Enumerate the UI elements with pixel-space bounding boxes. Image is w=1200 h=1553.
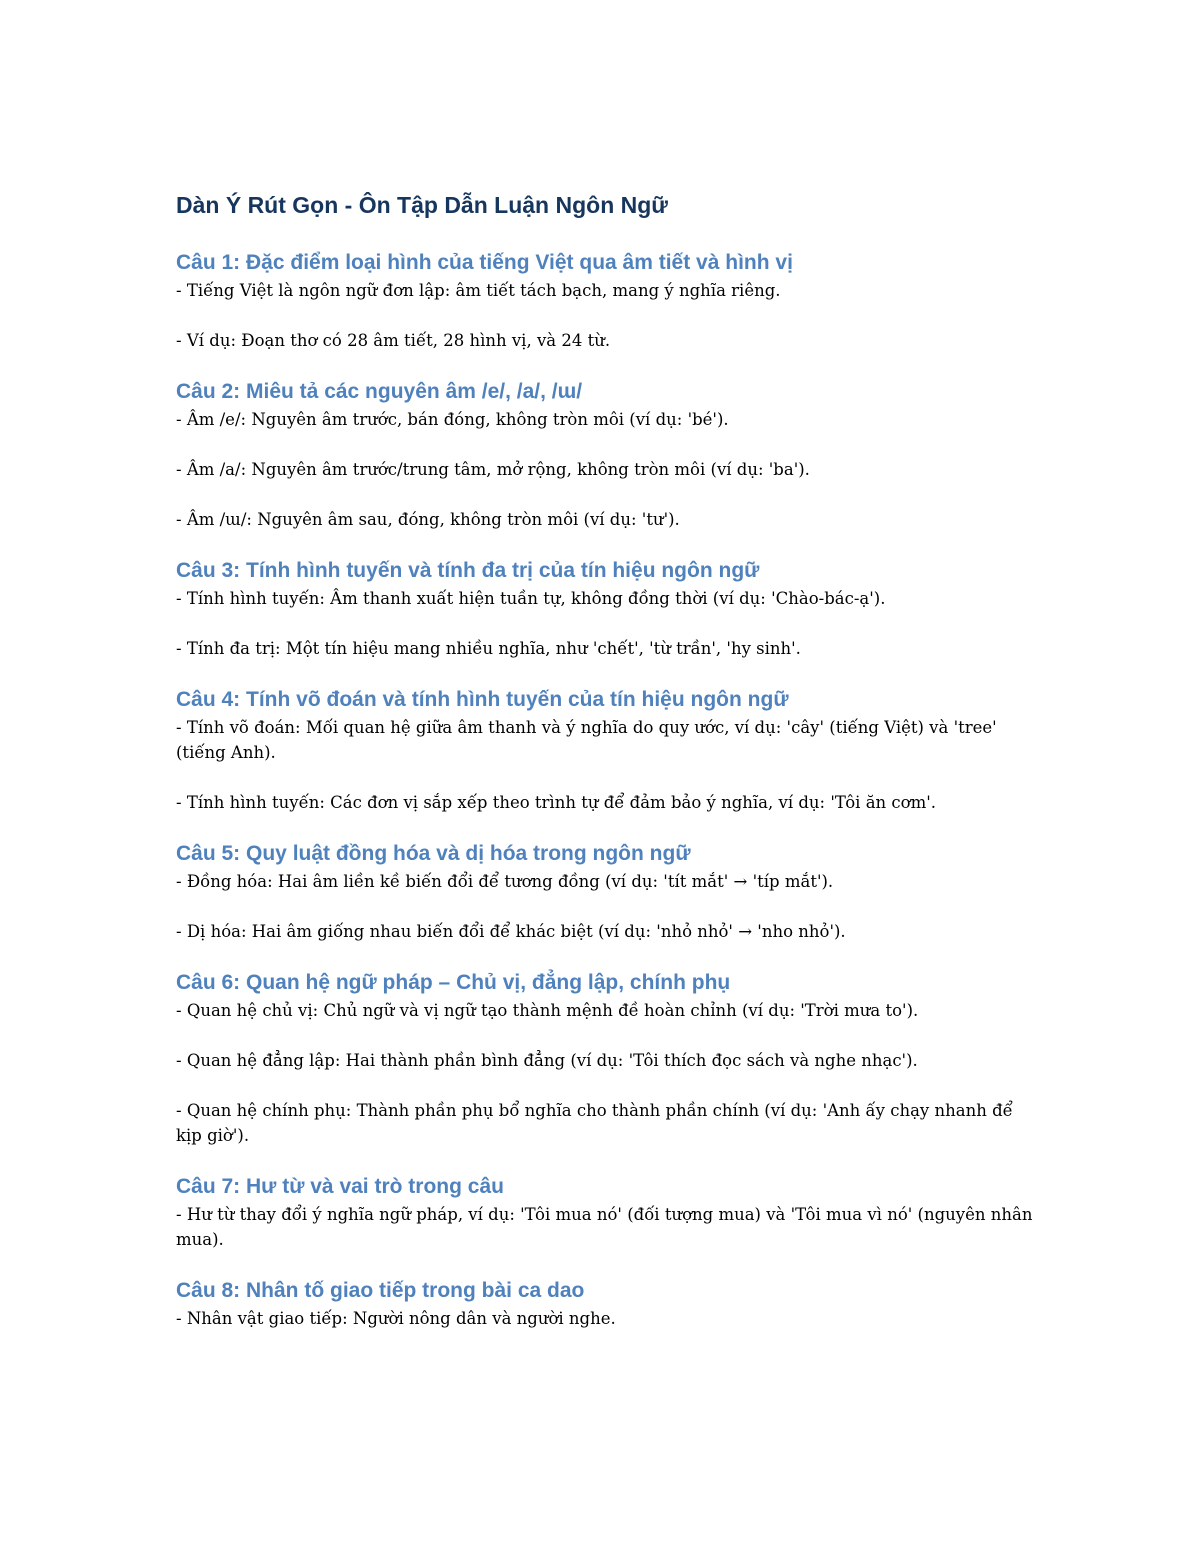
- section-line: - Tính võ đoán: Mối quan hệ giữa âm thanh và ý nghĩa do quy ước, ví dụ: 'cây' (tiếng Việt) và 'tree' (tiếng Anh).: [176, 718, 997, 762]
- section-line: - Dị hóa: Hai âm giống nhau biến đổi để khác biệt (ví dụ: 'nhỏ nhỏ' → 'nho nhỏ').: [176, 922, 846, 941]
- section-heading: Câu 4: Tính võ đoán và tính hình tuyến của tín hiệu ngôn ngữ: [176, 688, 789, 711]
- section-line: - Âm /a/: Nguyên âm trước/trung tâm, mở rộng, không tròn môi (ví dụ: 'ba').: [176, 460, 810, 479]
- document-page: [176, 188, 1036, 1355]
- section-line: - Quan hệ chủ vị: Chủ ngữ và vị ngữ tạo thành mệnh đề hoàn chỉnh (ví dụ: 'Trời mưa to').: [176, 1001, 919, 1020]
- section-line: - Nhân vật giao tiếp: Người nông dân và người nghe.: [176, 1309, 616, 1328]
- section-line: - Hư từ thay đổi ý nghĩa ngữ pháp, ví dụ: 'Tôi mua nó' (đối tượng mua) và 'Tôi mua vì nó' (nguyên nhân mua).: [176, 1205, 1033, 1249]
- section-cau-3: [176, 556, 1036, 661]
- section-line: - Quan hệ đẳng lập: Hai thành phần bình đẳng (ví dụ: 'Tôi thích đọc sách và nghe nhạc').: [176, 1051, 918, 1070]
- section-cau-8: [176, 1276, 1036, 1331]
- section-cau-2: [176, 377, 1036, 532]
- section-cau-6: [176, 968, 1036, 1148]
- section-cau-4: [176, 685, 1036, 815]
- section-heading: Câu 2: Miêu tả các nguyên âm /e/, /a/, /ɯ/: [176, 380, 583, 403]
- section-line: - Ví dụ: Đoạn thơ có 28 âm tiết, 28 hình vị, và 24 từ.: [176, 331, 611, 350]
- section-cau-1: [176, 248, 1036, 353]
- document-title: Dàn Ý Rút Gọn - Ôn Tập Dẫn Luận Ngôn Ngữ: [176, 192, 668, 218]
- section-line: - Âm /e/: Nguyên âm trước, bán đóng, không tròn môi (ví dụ: 'bé').: [176, 410, 729, 429]
- section-line: - Tính hình tuyến: Các đơn vị sắp xếp theo trình tự để đảm bảo ý nghĩa, ví dụ: 'Tôi ăn cơm'.: [176, 793, 937, 812]
- section-cau-5: [176, 839, 1036, 944]
- section-heading: Câu 1: Đặc điểm loại hình của tiếng Việt qua âm tiết và hình vị: [176, 251, 793, 274]
- section-line: - Quan hệ chính phụ: Thành phần phụ bổ nghĩa cho thành phần chính (ví dụ: 'Anh ấy chạy nhanh để kịp giờ').: [176, 1101, 1013, 1145]
- section-line: - Đồng hóa: Hai âm liền kề biến đổi để tương đồng (ví dụ: 'tít mắt' → 'típ mắt').: [176, 872, 834, 891]
- section-line: - Tính đa trị: Một tín hiệu mang nhiều nghĩa, như 'chết', 'từ trần', 'hy sinh'.: [176, 639, 801, 658]
- section-cau-7: [176, 1172, 1036, 1252]
- section-line: - Âm /ɯ/: Nguyên âm sau, đóng, không tròn môi (ví dụ: 'tư').: [176, 510, 680, 529]
- section-heading: Câu 8: Nhân tố giao tiếp trong bài ca dao: [176, 1279, 585, 1302]
- section-line: - Tiếng Việt là ngôn ngữ đơn lập: âm tiết tách bạch, mang ý nghĩa riêng.: [176, 281, 781, 300]
- section-heading: Câu 3: Tính hình tuyến và tính đa trị của tín hiệu ngôn ngữ: [176, 559, 760, 582]
- section-heading: Câu 7: Hư từ và vai trò trong câu: [176, 1175, 504, 1198]
- section-line: - Tính hình tuyến: Âm thanh xuất hiện tuần tự, không đồng thời (ví dụ: 'Chào-bác-ạ').: [176, 589, 886, 608]
- section-heading: Câu 6: Quan hệ ngữ pháp – Chủ vị, đẳng lập, chính phụ: [176, 971, 731, 994]
- section-heading: Câu 5: Quy luật đồng hóa và dị hóa trong ngôn ngữ: [176, 842, 691, 865]
